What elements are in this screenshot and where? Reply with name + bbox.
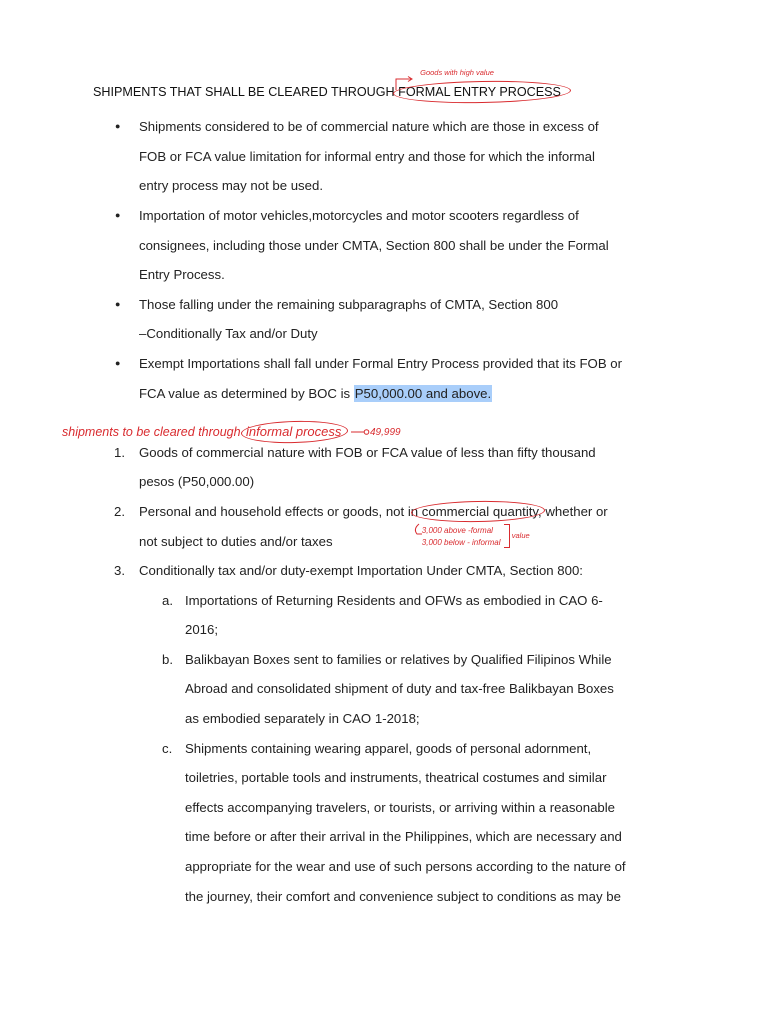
handwritten-heading: shipments to be cleared through — [62, 425, 241, 440]
list-item-line — [0, 763, 768, 793]
list-letter: b. — [162, 651, 173, 667]
list-item-line — [0, 260, 768, 290]
list-number: 3. — [114, 563, 125, 579]
list-item-line — [0, 319, 768, 349]
handwritten-bracket-note: value — [511, 530, 530, 540]
informal-entry-item — [0, 497, 768, 556]
line-text: as embodied separately in CAO 1-2018; — [185, 711, 420, 727]
line-text: FOB or FCA value limitation for informal entry and those for which the informal — [139, 148, 595, 164]
line-text: Personal and household effects or goods, not in — [139, 503, 422, 519]
line-text: Exempt Importations shall fall under Formal Entry Process provided that its FOB or — [139, 355, 622, 371]
bullet-marker: ● — [115, 121, 121, 132]
line-text: effects accompanying travelers, or tourists, or arriving within a reasonable — [185, 799, 616, 815]
line-text: Entry Process. — [139, 267, 225, 283]
list-item-line — [0, 852, 768, 882]
line-text: Goods of commercial nature with FOB or FCA value of less than fifty thousand — [139, 444, 596, 460]
line-text: consignees, including those under CMTA, Section 800 shall be under the Formal — [139, 237, 609, 253]
list-item-line — [0, 438, 768, 468]
informal-annotation-row — [0, 408, 768, 438]
list-item-line — [0, 201, 768, 231]
title-text: SHIPMENTS THAT SHALL BE CLEARED THROUGH — [93, 85, 399, 99]
list-item-line — [0, 734, 768, 764]
line-text: the journey, their comfort and convenience subject to conditions as may be — [185, 888, 621, 904]
line-text: appropriate for the wear and use of such persons according to the nature of — [185, 859, 626, 875]
list-item-line — [0, 231, 768, 261]
list-item-line — [0, 615, 768, 645]
line-text: 2016; — [185, 622, 219, 638]
bullet-marker: ● — [115, 209, 121, 220]
list-letter: a. — [162, 592, 173, 608]
line-text: Shipments containing wearing apparel, goods of personal adornment, — [185, 740, 592, 756]
formal-entry-item — [0, 349, 768, 408]
list-item-line — [0, 112, 768, 142]
formal-entry-item — [0, 201, 768, 290]
list-item-line — [0, 527, 768, 557]
handwritten-note: 3,000 above -formal — [421, 525, 493, 535]
informal-entry-item — [0, 556, 768, 911]
circled-phrase-text: commercial quantity, — [421, 503, 542, 519]
line-text: Abroad and consolidated shipment of duty and tax-free Balikbayan Boxes — [185, 681, 614, 697]
line-text: Shipments considered to be of commercial nature which are those in excess of — [139, 119, 599, 135]
line-text: Importation of motor vehicles,motorcycles and motor scooters regardless of — [139, 207, 579, 223]
line-text: Balikbayan Boxes sent to families or relatives by Qualified Filipinos While — [185, 651, 612, 667]
line-text: not subject to duties and/or taxes — [139, 533, 333, 549]
list-item-line — [0, 290, 768, 320]
annotation-arrow-icon — [351, 427, 369, 437]
list-item-line — [0, 142, 768, 172]
formal-entry-item — [0, 112, 768, 201]
sub-item — [0, 734, 768, 912]
list-item-line — [0, 379, 768, 409]
annotation-arrow-icon — [394, 76, 416, 91]
handwritten-note: 3,000 below - informal — [421, 537, 501, 547]
bullet-marker: ● — [115, 298, 121, 309]
circled-phrase-commercial-quantity — [421, 503, 542, 547]
list-number: 2. — [114, 503, 125, 519]
list-letter: c. — [162, 740, 173, 756]
sub-item — [0, 586, 768, 645]
document-body — [0, 112, 768, 911]
list-item-line — [0, 349, 768, 379]
line-text: –Conditionally Tax and/or Duty — [139, 326, 318, 342]
list-number: 1. — [114, 444, 125, 460]
list-item-line — [0, 586, 768, 616]
list-item-line — [0, 645, 768, 675]
line-text: pesos (P50,000.00) — [139, 474, 255, 490]
line-text: whether or — [541, 503, 608, 519]
list-item-line — [0, 704, 768, 734]
line-text: Importations of Returning Residents and OFWs as embodied in CAO 6- — [185, 592, 603, 608]
line-text: Those falling under the remaining subparagraphs of CMTA, Section 800 — [139, 296, 559, 312]
title-circled-phrase — [398, 68, 561, 99]
title-circled-text: FORMAL ENTRY PROCESS — [398, 85, 561, 99]
line-text: Conditionally tax and/or duty-exempt Importation Under CMTA, Section 800: — [139, 563, 583, 579]
page-title — [93, 68, 561, 100]
line-text: FCA value as determined by BOC is — [139, 385, 354, 401]
handwritten-circled-phrase: informal process — [246, 424, 342, 440]
list-item-line — [0, 674, 768, 704]
line-text: entry process may not be used. — [139, 178, 323, 194]
highlighted-text: P50,000.00 and above. — [354, 385, 492, 401]
list-item-line — [0, 171, 768, 201]
handwritten-value: 49,999 — [370, 427, 401, 439]
line-text: time before or after their arrival in the Philippines, which are necessary and — [185, 829, 622, 845]
list-item-line — [0, 822, 768, 852]
list-item-line — [0, 882, 768, 912]
list-item-line — [0, 556, 768, 586]
line-text: toiletries, portable tools and instruments, theatrical costumes and similar — [185, 770, 607, 786]
formal-entry-item — [0, 290, 768, 349]
title-annotation-note: Goods with high value — [420, 68, 494, 77]
list-item-line — [0, 793, 768, 823]
bullet-marker: ● — [115, 357, 121, 368]
informal-entry-item — [0, 438, 768, 497]
list-item-line — [0, 467, 768, 497]
sub-item — [0, 645, 768, 734]
